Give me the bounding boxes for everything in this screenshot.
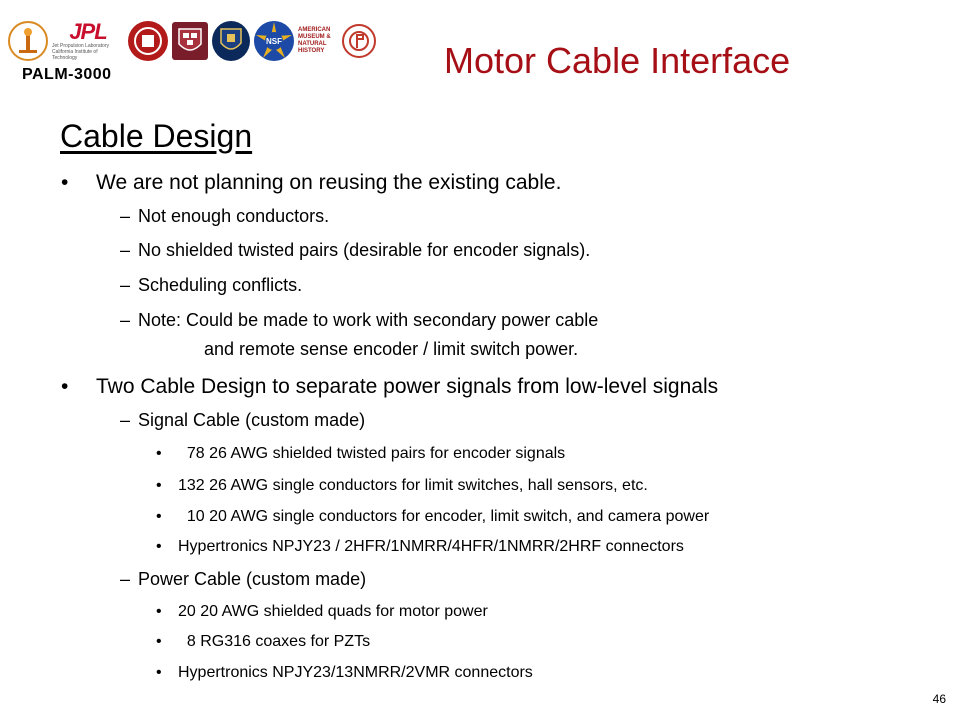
sub-bullet: – Signal Cable (custom made)	[120, 410, 366, 430]
oxford-logo	[212, 21, 250, 61]
jpl-logo: JPL Jet Propulsion Laboratory California Institute of Technology	[52, 21, 124, 61]
project-name: PALM-3000	[22, 66, 112, 83]
bullet-1: • We are not planning on reusing the existing cable.	[61, 171, 562, 194]
nsf-logo	[254, 21, 294, 61]
sub-sub-bullet: • 20 20 AWG shielded quads for motor power	[156, 603, 488, 620]
sub-bullet: – No shielded twisted pairs (desirable for encoder signals).	[120, 240, 591, 260]
flag-logo	[342, 24, 376, 58]
bullet-2: • Two Cable Design to separate power signals from low-level signals	[61, 375, 719, 398]
sub-bullet: – Note: Could be made to work with secondary power cable	[120, 310, 599, 330]
sub-bullet: – Not enough conductors.	[120, 206, 330, 226]
sub-sub-bullet: • Hypertronics NPJY23 / 2HFR/1NMRR/4HFR/1NMRR/2HRF connectors	[156, 538, 684, 555]
svg-text:NSF: NSF	[266, 37, 282, 46]
slide-title: Motor Cable Interface	[444, 40, 791, 81]
sub-sub-bullet: • Hypertronics NPJY23/13NMRR/2VMR connectors	[156, 664, 533, 681]
cornell-logo	[128, 21, 168, 61]
logo-strip	[8, 18, 376, 64]
harvard-logo	[172, 22, 208, 60]
sub-bullet: – Scheduling conflicts.	[120, 275, 303, 295]
section-heading: Cable Design	[60, 118, 253, 154]
sub-sub-bullet: • 10 20 AWG single conductors for encoder, limit switch, and camera power	[156, 508, 710, 525]
sub-sub-bullet: • 132 26 AWG single conductors for limit switches, hall sensors, etc.	[156, 477, 648, 494]
caltech-logo	[8, 21, 48, 61]
sub-sub-bullet: • 78 26 AWG shielded twisted pairs for encoder signals	[156, 445, 566, 462]
sub-bullet: – Power Cable (custom made)	[120, 569, 367, 589]
amnh-logo: AMERICAN MUSEUM & NATURAL HISTORY	[298, 22, 338, 60]
sub-bullet-continuation: and remote sense encoder / limit switch power.	[204, 339, 579, 359]
page-number: 46	[932, 692, 946, 706]
sub-sub-bullet: • 8 RG316 coaxes for PZTs	[156, 633, 371, 650]
